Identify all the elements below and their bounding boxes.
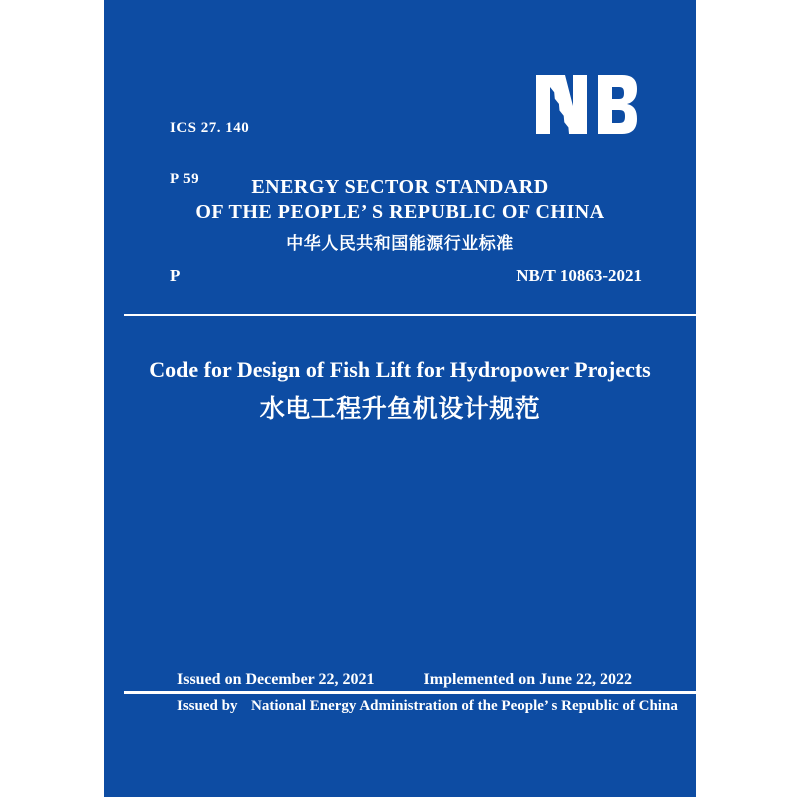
implemented-date: Implemented on June 22, 2022 <box>423 671 632 688</box>
org-name-english-line2: OF THE PEOPLE’ S REPUBLIC OF CHINA <box>195 201 605 223</box>
standard-title-chinese: 水电工程升鱼机设计规范 <box>259 396 541 423</box>
org-name-english-line1: ENERGY SECTOR STANDARD <box>251 176 549 198</box>
nb-logo <box>536 75 637 134</box>
issuing-authority: National Energy Administration of the People’ s Republic of China <box>251 698 678 714</box>
issued-by-label: Issued by <box>177 698 238 714</box>
horizontal-rule-bottom <box>124 691 696 694</box>
ics-code: ICS 27. 140 <box>170 120 250 136</box>
horizontal-rule-top <box>124 314 696 316</box>
document-class-letter: P <box>170 266 181 285</box>
nb-logo-graphic <box>536 75 637 134</box>
standard-title-english: Code for Design of Fish Lift for Hydropower Projects <box>149 357 651 382</box>
issued-date: Issued on December 22, 2021 <box>177 671 375 688</box>
standard-cover <box>104 0 696 797</box>
standard-number: NB/T 10863-2021 <box>516 266 642 285</box>
org-name-chinese: 中华人民共和国能源行业标准 <box>286 234 514 253</box>
classification-code: P 59 <box>170 171 200 187</box>
